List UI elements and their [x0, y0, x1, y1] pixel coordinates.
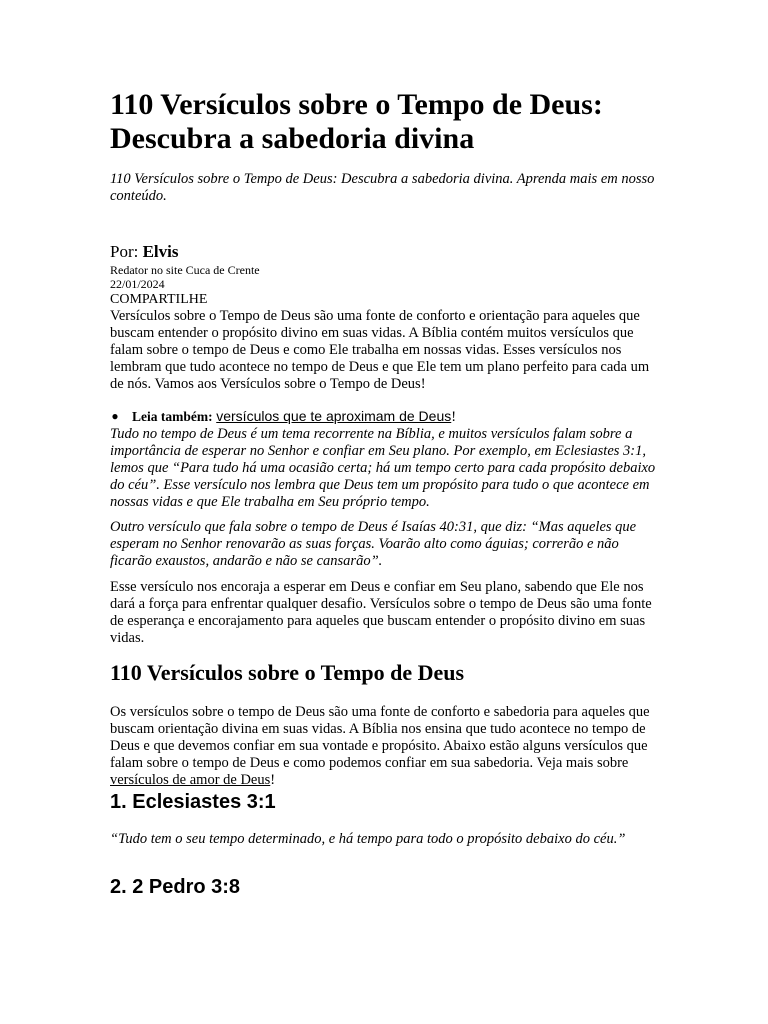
- page-title: 110 Versículos sobre o Tempo de Deus: Descubra a sabedoria divina: [110, 88, 603, 155]
- share-label[interactable]: COMPARTILHE: [110, 292, 208, 307]
- read-also-item: [111, 407, 652, 426]
- section-heading: 110 Versículos sobre o Tempo de Deus: [110, 660, 465, 685]
- section-paragraph: [110, 704, 658, 789]
- publish-date: 22/01/2024: [110, 277, 165, 291]
- article-subtitle: 110 Versículos sobre o Tempo de Deus: Descubra a sabedoria divina. Aprenda mais em nosso conteúdo.: [110, 171, 655, 204]
- intro-paragraph: Versículos sobre o Tempo de Deus são uma fonte de conforto e orientação para aqueles que buscam entender o propósito divino em suas vidas. A Bíblia contém muitos versículos que falam sobre o tempo de Deus e como Ele trabalha em nossas vidas. Esses versículos nos lembram que tudo acontece no tempo de Deus e que Ele tem um plano perfeito para cada um de nós. Vamos aos Versículos sobre o Tempo de Deus!: [110, 308, 650, 392]
- read-also-link[interactable]: versículos que te aproximam de Deus: [216, 408, 452, 424]
- author-line: [110, 242, 179, 262]
- bullet-icon: ●: [111, 409, 119, 423]
- italic-paragraph-1: Tudo no tempo de Deus é um tema recorrente na Bíblia, e muitos versículos falam sobre a importância de esperar no Senhor e confiar em Seu plano. Por exemplo, em Eclesiastes 3:1, lemos que “Para tudo há uma ocasião certa; há um tempo certo para cada propósito debaixo do céu”. Esse versículo nos lembra que Deus tem um propósito para tudo o que acontece em nossas vidas e que Ele trabalha em Seu próprio tempo.: [110, 426, 656, 510]
- section-suffix: !: [270, 772, 276, 788]
- read-also-suffix: !: [451, 409, 457, 425]
- verse-2-heading: 2. 2 Pedro 3:8: [110, 876, 241, 898]
- read-also-label: Leia também:: [132, 409, 213, 424]
- italic-paragraph-2: Outro versículo que fala sobre o tempo de Deus é Isaías 40:31, que diz: “Mas aqueles que esperam no Senhor renovarão as suas forças. Voarão alto como águias; correrão e não ficarão exaustos, andarão e não se cansarão”.: [110, 519, 637, 569]
- verse-1-text: “Tudo tem o seu tempo determinado, e há tempo para todo o propósito debaixo do céu.”: [110, 831, 626, 847]
- section-link[interactable]: versículos de amor de Deus: [110, 772, 271, 788]
- author-name: Elvis: [142, 242, 179, 261]
- verse-1-heading: 1. Eclesiastes 3:1: [110, 791, 276, 813]
- author-prefix: Por:: [110, 242, 139, 261]
- section-paragraph-text: Os versículos sobre o tempo de Deus são uma fonte de conforto e sabedoria para aqueles que buscam orientação divina em suas vidas. A Bíblia nos ensina que tudo acontece no tempo de Deus e que devemos confiar em sua vontade e propósito. Abaixo estão alguns versículos que falam sobre o tempo de Deus e como podemos confiar em sua sabedoria. Veja mais sobre: [110, 704, 650, 771]
- author-role: Redator no site Cuca de Crente: [110, 263, 260, 277]
- paragraph-3: Esse versículo nos encoraja a esperar em Deus e confiar em Seu plano, sabendo que Ele nos dará a força para enfrentar qualquer desafio. Versículos sobre o tempo de Deus são uma fonte de esperança e encorajamento para aqueles que buscam entender o propósito divino em suas vidas.: [110, 579, 652, 646]
